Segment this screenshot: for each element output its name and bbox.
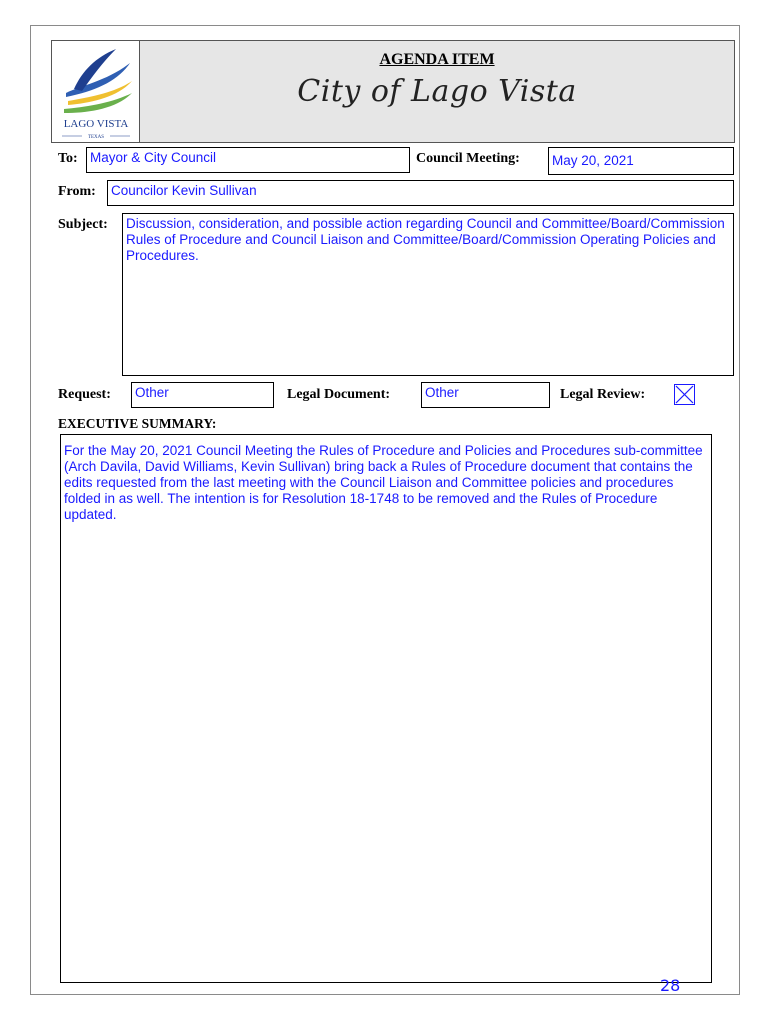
- request-label: Request:: [58, 387, 111, 402]
- legal-review-checkbox[interactable]: [674, 384, 695, 405]
- council-meeting-field[interactable]: May 20, 2021: [548, 147, 734, 175]
- to-label: To:: [58, 151, 78, 166]
- page-number: 28: [660, 976, 681, 995]
- request-field[interactable]: Other: [131, 382, 274, 408]
- city-logo: [52, 41, 140, 142]
- executive-summary-field[interactable]: For the May 20, 2021 Council Meeting the Rules of Procedure and Policies and Procedures sub-committee (Arch Davila, David Williams, Kevin Sullivan) bring back a Rules of Procedure document that contains the edits requested from the last meeting with the Council Liaison and Committee policies and procedures folded in as well. The intention is for Resolution 18-1748 to be removed and the Rules of Procedure updated.: [60, 434, 712, 983]
- subject-label: Subject:: [58, 217, 108, 232]
- from-field[interactable]: Councilor Kevin Sullivan: [107, 180, 734, 206]
- check-x-icon: [675, 385, 694, 404]
- executive-summary-label: EXECUTIVE SUMMARY:: [58, 416, 217, 431]
- legal-document-field[interactable]: Other: [421, 382, 550, 408]
- logo-sub: TEXAS: [87, 135, 105, 140]
- agenda-title: AGENDA ITEM: [379, 51, 495, 68]
- lago-vista-logo-icon: [52, 41, 140, 142]
- city-title: City of Lago Vista: [297, 74, 577, 109]
- to-field[interactable]: Mayor & City Council: [86, 147, 410, 173]
- legal-review-label: Legal Review:: [560, 387, 646, 402]
- logo-name: LAGO VISTA: [63, 118, 129, 130]
- from-label: From:: [58, 184, 96, 199]
- council-meeting-label: Council Meeting:: [416, 151, 520, 166]
- legal-document-label: Legal Document:: [287, 387, 391, 402]
- subject-field[interactable]: Discussion, consideration, and possible action regarding Council and Committee/Board/Commission Rules of Procedure and Council Liaison and Committee/Board/Commission Operating Policies and Procedures.: [122, 213, 734, 376]
